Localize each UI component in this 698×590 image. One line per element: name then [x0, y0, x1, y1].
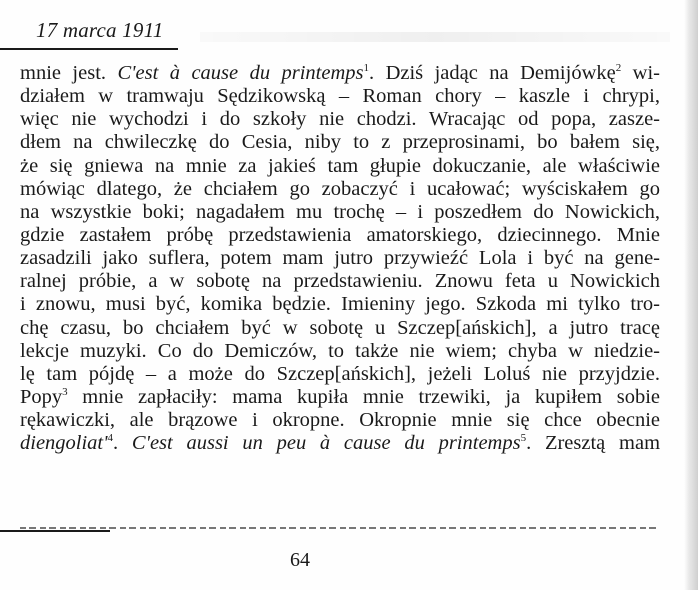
text-line-14: lę tam pójdę – a może do Szczep[ańskich], jeżeli Loluś nie przyjdzie. — [20, 362, 660, 385]
footnote-ref-4: 4 — [107, 432, 114, 445]
text-line-4: dłem na chwileczkę do Cesia, niby to z przeprosinami, bo bałem się, — [20, 131, 660, 154]
text-line-8: gdzie zastałem próbę przedstawienia amatorskiego, dziecinnego. Mnie — [20, 223, 660, 246]
text-line-7: na wszystkie boki; nagadałem mu trochę – i poszedłem do Nowickich, — [20, 200, 660, 223]
french-phrase: C'est à cause du printemps — [117, 62, 364, 84]
text-run: . — [113, 432, 132, 455]
text-line-12: chę czasu, bo chciałem być w sobotę u Szczep[ańskich], a jutro tracę — [20, 316, 660, 339]
text-line-15 — [20, 386, 660, 409]
text-line-16: rękawiczki, ale brązowe i okropne. Okropnie mnie się chce obecnie — [20, 409, 660, 432]
header-rule — [0, 48, 178, 50]
footnote-ref-1: 1 — [363, 62, 370, 74]
text-run: . Zresztą mam — [526, 432, 661, 455]
page-number: 64 — [290, 549, 310, 571]
running-header-date: 17 marca 1911 — [36, 18, 164, 42]
french-phrase: C'est aussi un peu à cause du printemps — [131, 432, 521, 455]
text-line-13: lekcje muzyki. Co do Demiczów, to także nie wiem; chyba w niedzie- — [20, 339, 660, 362]
text-line-5: że się gniewa na mnie za jakieś tam głupie dokuczanie, ale właściwie — [20, 154, 660, 177]
russian-phrase: diengoliat' — [20, 432, 108, 455]
text-line-10: ralnej próbie, a w sobotę na przedstawieniu. Znowu feta u Nowickich — [20, 270, 660, 293]
text-run: wi- — [621, 62, 661, 84]
text-run: Popy — [20, 385, 63, 408]
text-line-9: zasadzili jako suflera, potem mam jutro przywieźć Lola i być na gene- — [20, 247, 660, 270]
footnote-rule — [0, 530, 110, 532]
footnote-ref-3: 3 — [62, 385, 68, 398]
text-line-17 — [20, 432, 660, 455]
text-run: . Dziś jadąc na Demijówkę — [369, 62, 616, 84]
cut-off-line-remnant — [20, 524, 660, 530]
text-run: mnie jest. — [20, 62, 118, 84]
bleed-through-shadow — [200, 32, 670, 42]
diary-body-text — [20, 62, 660, 455]
footnote-ref-2: 2 — [615, 62, 622, 74]
text-line-6: mówiąc dlatego, że chciałem go zobaczyć i ucałować; wyściskałem go — [20, 177, 660, 200]
page-gutter-shadow — [684, 0, 698, 590]
footnote-ref-5: 5 — [520, 432, 527, 445]
text-run: mnie zapłaciły: mama kupiła mnie trzewiki, ja kupiłem sobie — [67, 385, 660, 408]
text-line-11: i znowu, musi być, komika będzie. Imieniny jego. Szkoda mi tylko tro- — [20, 293, 660, 316]
text-line-1 — [20, 62, 660, 85]
text-line-2: działem w tramwaju Sędzikowską – Roman chory – kaszle i chrypi, — [20, 85, 660, 108]
text-line-3: więc nie wychodzi i do szkoły nie chodzi. Wracając od popa, zasze- — [20, 108, 660, 131]
